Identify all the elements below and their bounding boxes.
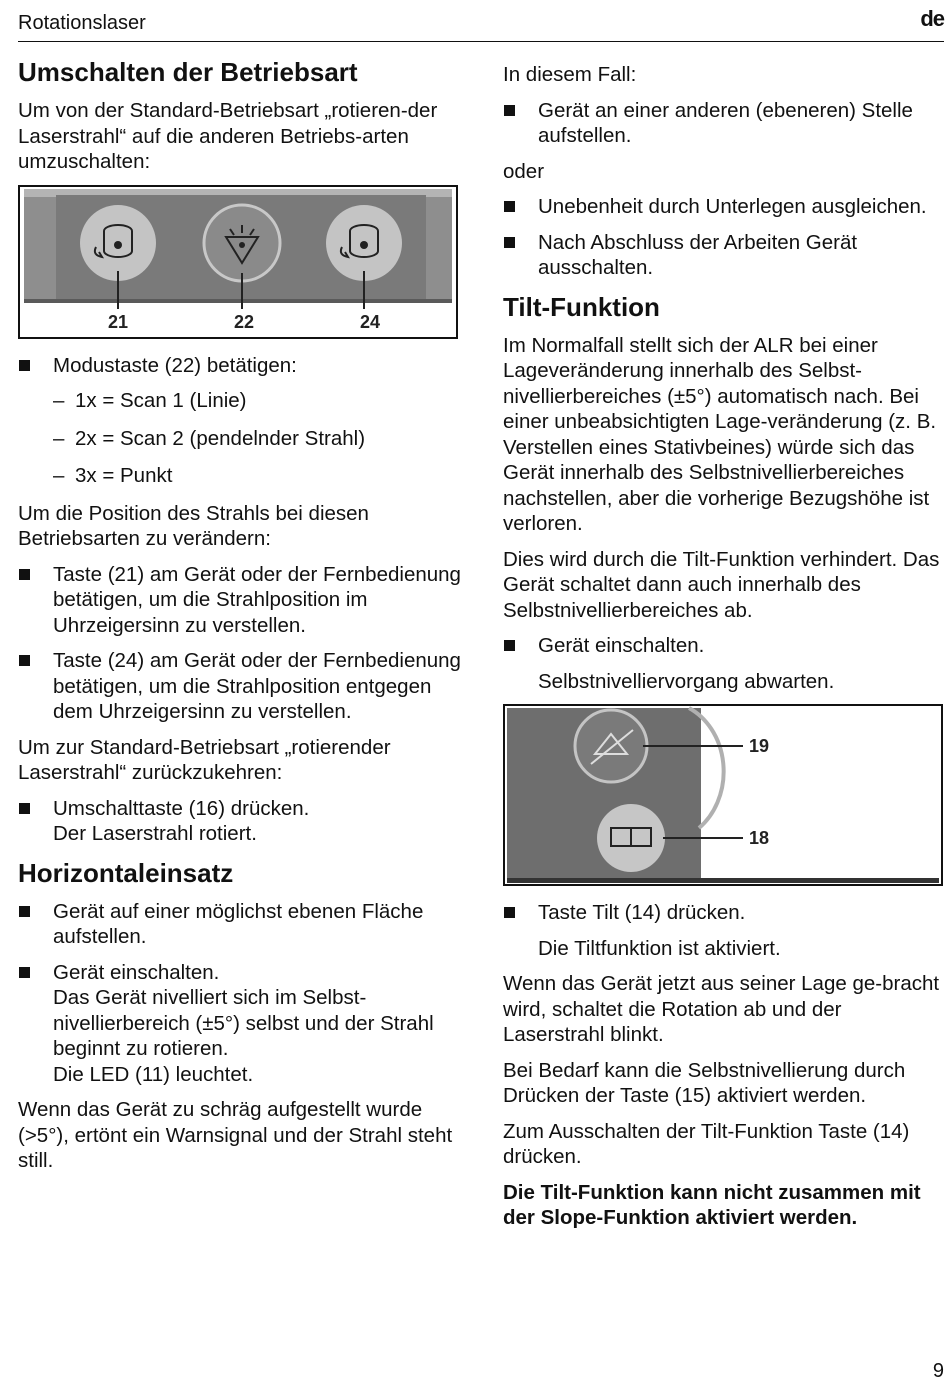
list-item: Taste (21) am Gerät oder der Fernbedienung betätigen, um die Strahlposition im Uhrzeigersinn zu verstellen. xyxy=(18,562,468,639)
figure-tilt-buttons xyxy=(503,704,943,886)
list-item: Umschalttaste (16) drücken. Der Laserstrahl rotiert. xyxy=(18,796,468,847)
bullet-square-icon xyxy=(504,237,515,248)
tilt-paragraph-4: Bei Bedarf kann die Selbstnivellierung durch Drücken der Taste (15) aktiviert werden. xyxy=(503,1058,906,1107)
bullet-square-icon xyxy=(19,906,30,917)
list-item: Modustaste (22) betätigen: xyxy=(18,353,468,379)
figure2-label-19: 19 xyxy=(749,736,770,756)
bullet-square-icon xyxy=(504,105,515,116)
language-badge: de xyxy=(920,6,944,31)
bullet-square-icon xyxy=(19,803,30,814)
figure-mode-buttons xyxy=(18,185,458,339)
figure1-label-24: 24 xyxy=(359,311,381,332)
list-item: – 3x = Punkt xyxy=(53,464,173,487)
list-item: – 2x = Scan 2 (pendelnder Strahl) xyxy=(53,426,366,450)
list-item-sub: Die Tiltfunktion ist aktiviert. xyxy=(538,936,781,960)
list-item: Gerät einschalten. xyxy=(503,633,943,659)
bullet-square-icon xyxy=(19,360,30,371)
tilt-bold-note: Die Tilt-Funktion kann nicht zusammen mit der Slope-Funktion aktiviert werden. xyxy=(503,1180,921,1229)
list-item: Gerät auf einer möglichst ebenen Fläche aufstellen. xyxy=(18,899,468,950)
figure2-label-18: 18 xyxy=(749,828,770,848)
warning-paragraph: Wenn das Gerät zu schräg aufgestellt wurde (>5°), ertönt ein Warnsignal und der Strahl steht still. xyxy=(18,1098,453,1172)
tilt-button-19-icon xyxy=(575,710,647,782)
page-number: 9 xyxy=(932,1360,944,1382)
bullet-square-icon xyxy=(504,201,515,212)
right-column xyxy=(503,62,943,1241)
list-item: Gerät an einer anderen (ebeneren) Stelle aufstellen. xyxy=(503,98,943,149)
bullet-square-icon xyxy=(504,907,515,918)
left-column xyxy=(18,56,468,1184)
header-rule xyxy=(18,41,944,42)
or-text: oder xyxy=(503,159,545,183)
list-item: Unebenheit durch Unterlegen ausgleichen. xyxy=(503,194,943,220)
position-intro: Um die Position des Strahls bei diesen Betriebsarten zu verändern: xyxy=(18,501,369,550)
figure1-label-21: 21 xyxy=(107,311,129,332)
tilt-paragraph-3: Wenn das Gerät jetzt aus seiner Lage ge-bracht wird, schaltet die Rotation ab und der Laserstrahl blinkt. xyxy=(503,972,940,1046)
heading-horizontaleinsatz: Horizontaleinsatz xyxy=(18,857,234,888)
tilt-paragraph-1: Im Normalfall stellt sich der ALR bei einer Lageveränderung innerhalb des Selbst-nivellierbereiches (±5°) automatisch nach. Bei einer unbeabsichtigten Lage-veränderung (z. B. Verstellen eines Stativbeines) würde sich das Gerät innerhalb des Selbstnivellierbereiches nachstellen, aber die vorherige Bezugshöhe ist verloren. xyxy=(503,333,937,535)
tilt-paragraph-5: Zum Ausschalten der Tilt-Funktion Taste (14) drücken. xyxy=(503,1119,910,1168)
bullet-square-icon xyxy=(504,640,515,651)
list-item: Gerät einschalten. Das Gerät nivelliert sich im Selbst-nivellierbereich (±5°) selbst und der Strahl beginnt zu rotieren. Die LED (11) leuchtet. xyxy=(18,960,468,1088)
list-item-sub: Selbstnivelliervorgang abwarten. xyxy=(538,669,835,693)
bullet-square-icon xyxy=(19,655,30,666)
heading-tilt-funktion: Tilt-Funktion xyxy=(503,291,660,322)
list-item: – 1x = Scan 1 (Linie) xyxy=(53,389,247,412)
list-item: Taste Tilt (14) drücken. xyxy=(503,900,943,926)
list-item: Taste (24) am Gerät oder der Fernbedienung betätigen, um die Strahlposition entgegen dem Uhrzeigersinn zu verstellen. xyxy=(18,648,468,725)
running-header-title: Rotationslaser xyxy=(18,12,146,34)
bullet-square-icon xyxy=(19,569,30,580)
figure1-label-22: 22 xyxy=(233,311,255,332)
tilt-paragraph-2: Dies wird durch die Tilt-Funktion verhindert. Das Gerät schaltet dann auch innerhalb des Selbstnivellierbereiches ab. xyxy=(503,547,940,622)
intro-paragraph: Um von der Standard-Betriebsart „rotieren-der Laserstrahl“ auf die anderen Betriebs-arten umzuschalten: xyxy=(18,99,438,173)
case-intro: In diesem Fall: xyxy=(503,63,637,86)
return-intro: Um zur Standard-Betriebsart „rotierender Laserstrahl“ zurückzukehren: xyxy=(18,735,391,784)
list-item: Nach Abschluss der Arbeiten Gerät ausschalten. xyxy=(503,230,943,281)
heading-betriebsart: Umschalten der Betriebsart xyxy=(18,57,358,87)
bullet-square-icon xyxy=(19,967,30,978)
